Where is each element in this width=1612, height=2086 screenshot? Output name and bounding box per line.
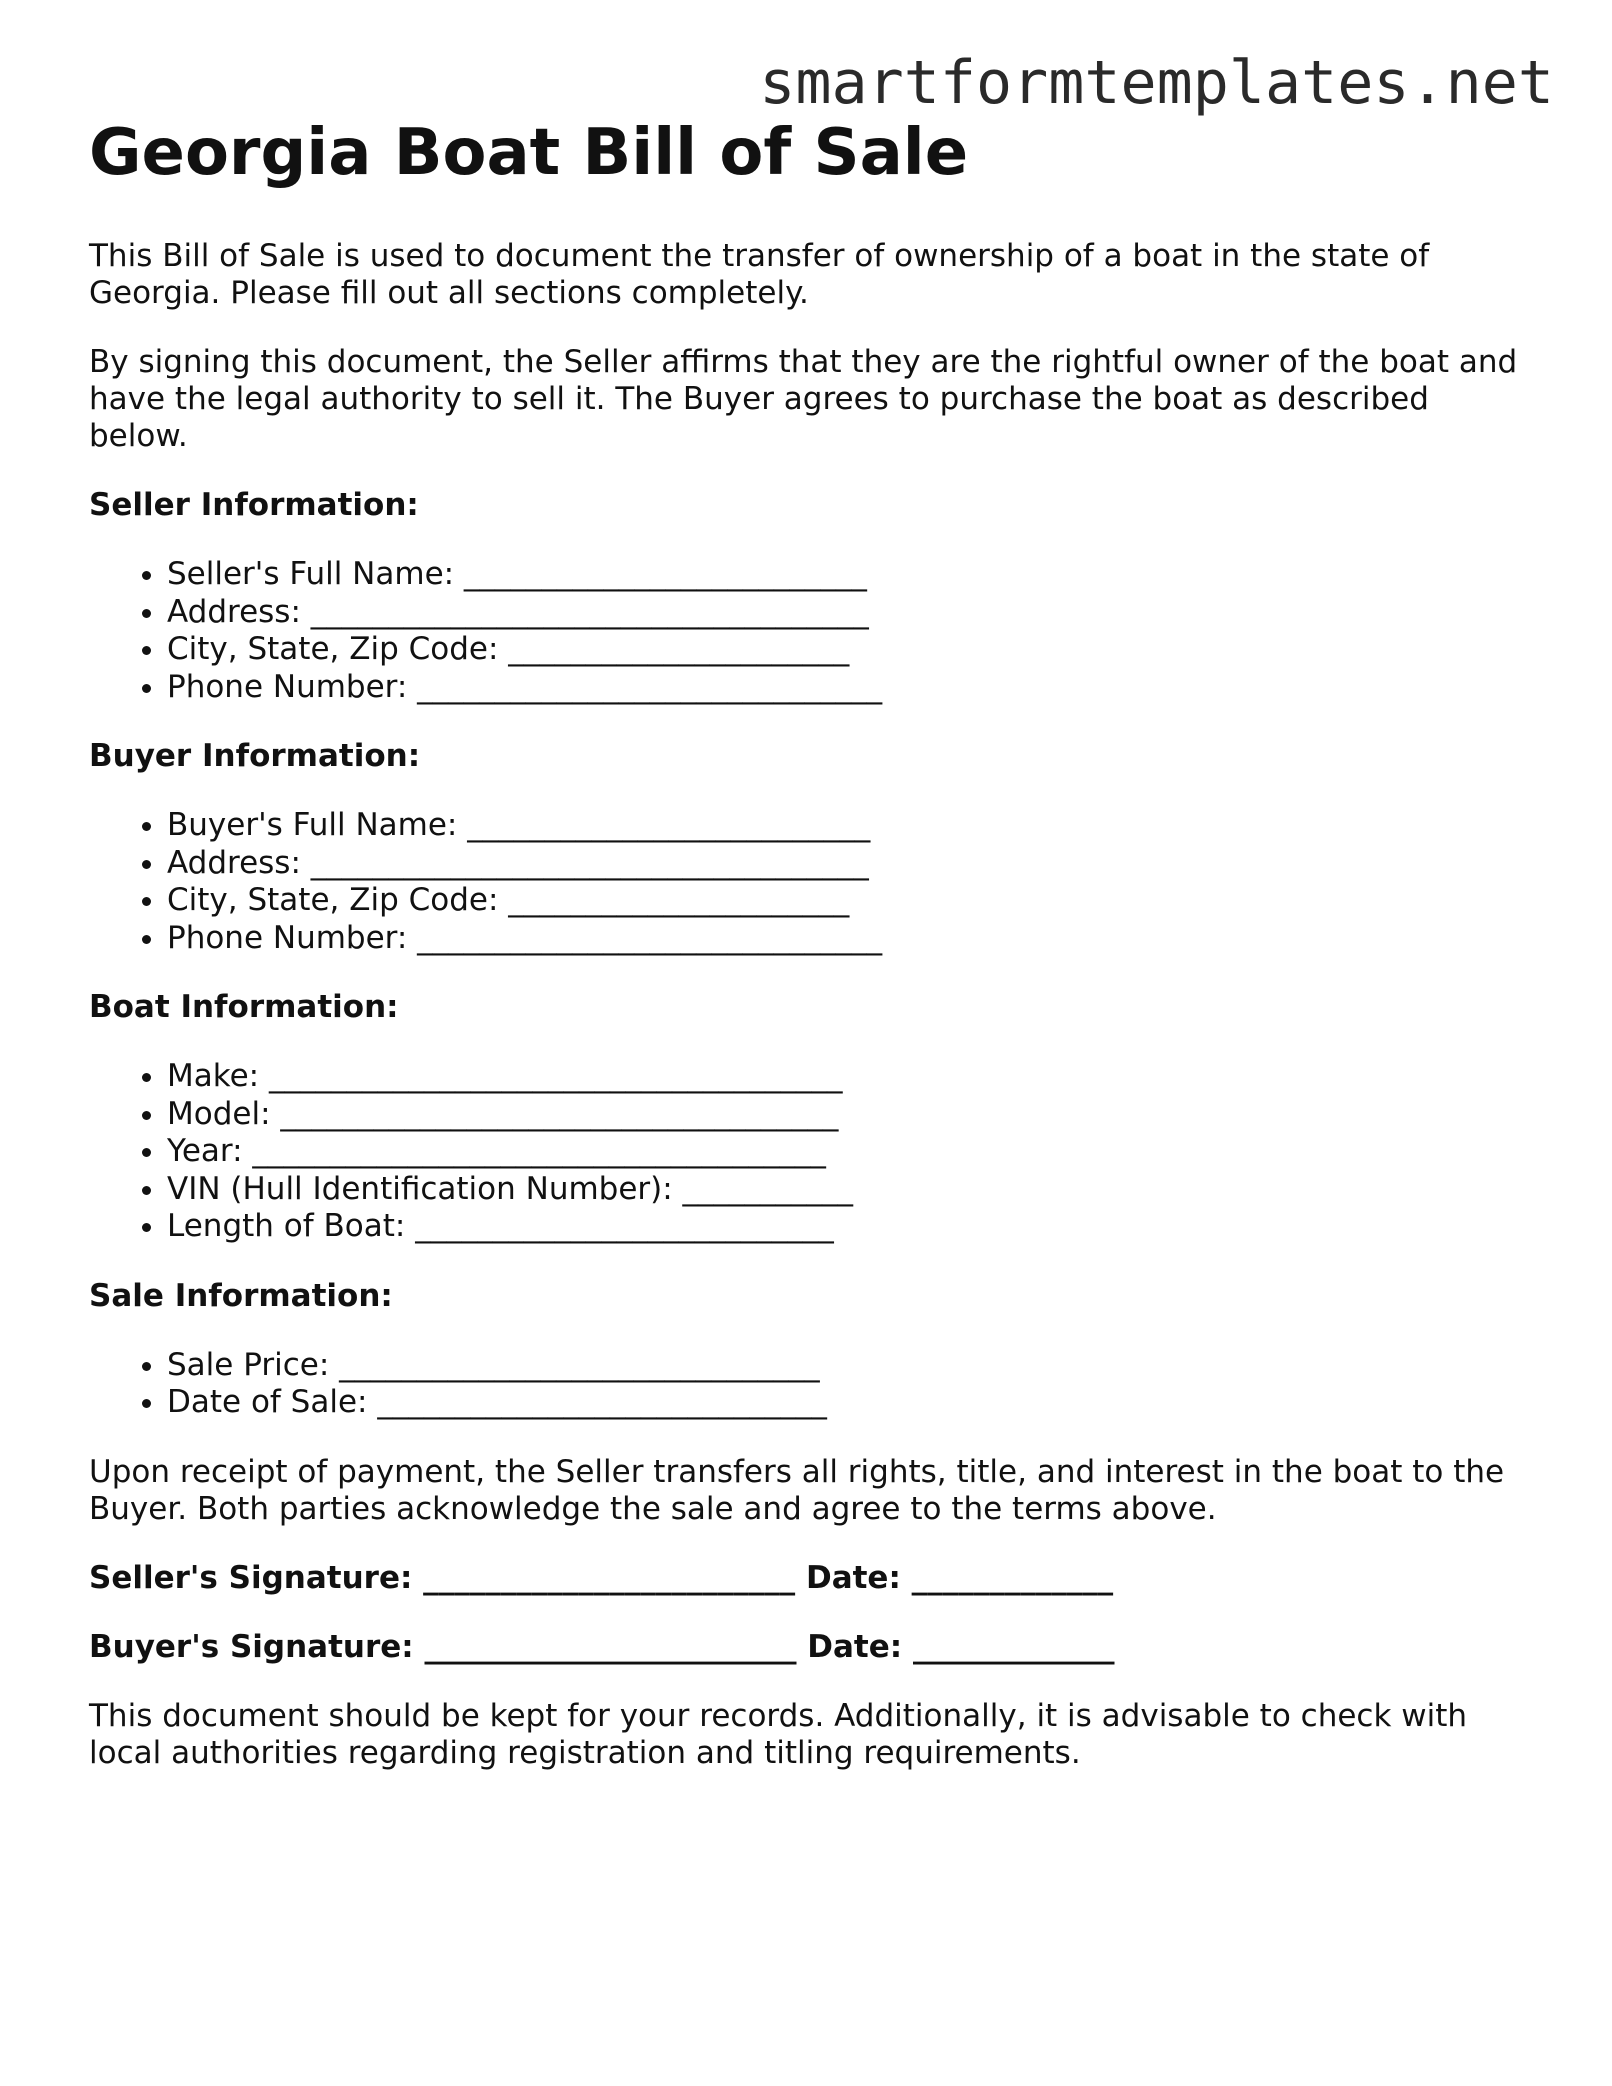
boat-make-field[interactable]: • Make: _____________________________________ [167,1058,1529,1096]
seller-city-state-zip-field[interactable]: • City, State, Zip Code: ______________________ [167,631,1529,669]
boat-year-field[interactable]: • Year: _____________________________________ [167,1133,1529,1171]
buyer-fields-list [89,807,1529,957]
seller-signature-line[interactable]: Seller's Signature: ________________________ Date: _____________ [89,1559,1114,1596]
sale-section-heading: Sale Information: [89,1277,393,1314]
buyer-address-field[interactable]: • Address: ____________________________________ [167,845,1529,883]
buyer-section-heading: Buyer Information: [89,738,421,774]
boat-model-field[interactable]: • Model: ____________________________________ [167,1096,1529,1134]
intro-paragraph-1: This Bill of Sale is used to document the transfer of ownership of a boat in the state of Georgia. Please fill out all sections completely. [89,238,1430,311]
seller-phone-field[interactable]: • Phone Number: ______________________________ [167,669,1529,707]
boat-length-field[interactable]: • Length of Boat: ___________________________ [167,1208,1529,1246]
seller-address-field[interactable]: • Address: ____________________________________ [167,594,1529,632]
sale-fields-list [89,1347,1529,1422]
sale-price-field[interactable]: • Sale Price: _______________________________ [167,1347,1529,1385]
seller-section-heading: Seller Information: [89,487,419,523]
document-page [89,110,1529,1804]
intro-paragraph-2: By signing this document, the Seller affirms that they are the rightful owner of the boat and have the legal authority to sell it. The Buyer agrees to purchase the boat as described below. [89,344,1518,454]
buyer-phone-field[interactable]: • Phone Number: ______________________________ [167,920,1529,958]
closing-paragraph: This document should be kept for your records. Additionally, it is advisable to check with local authorities regarding registration and titling requirements. [89,1697,1468,1771]
buyer-city-state-zip-field[interactable]: • City, State, Zip Code: ______________________ [167,882,1529,920]
site-watermark: smartformtemplates.net [759,48,1554,118]
buyer-signature-line[interactable]: Buyer's Signature: ________________________ Date: _____________ [89,1628,1115,1665]
sale-date-field[interactable]: • Date of Sale: _____________________________ [167,1384,1529,1422]
transfer-paragraph: Upon receipt of payment, the Seller transfers all rights, title, and interest in the boat to the Buyer. Both parties acknowledge the sale and agree to the terms above. [89,1453,1505,1527]
seller-fields-list [89,556,1529,706]
document-title: Georgia Boat Bill of Sale [89,116,969,190]
boat-fields-list [89,1058,1529,1246]
buyer-name-field[interactable]: • Buyer's Full Name: __________________________ [167,807,1529,845]
boat-hin-field[interactable]: • VIN (Hull Identification Number): ___________ [167,1171,1529,1209]
boat-section-heading: Boat Information: [89,989,399,1025]
seller-name-field[interactable]: • Seller's Full Name: __________________________ [167,556,1529,594]
